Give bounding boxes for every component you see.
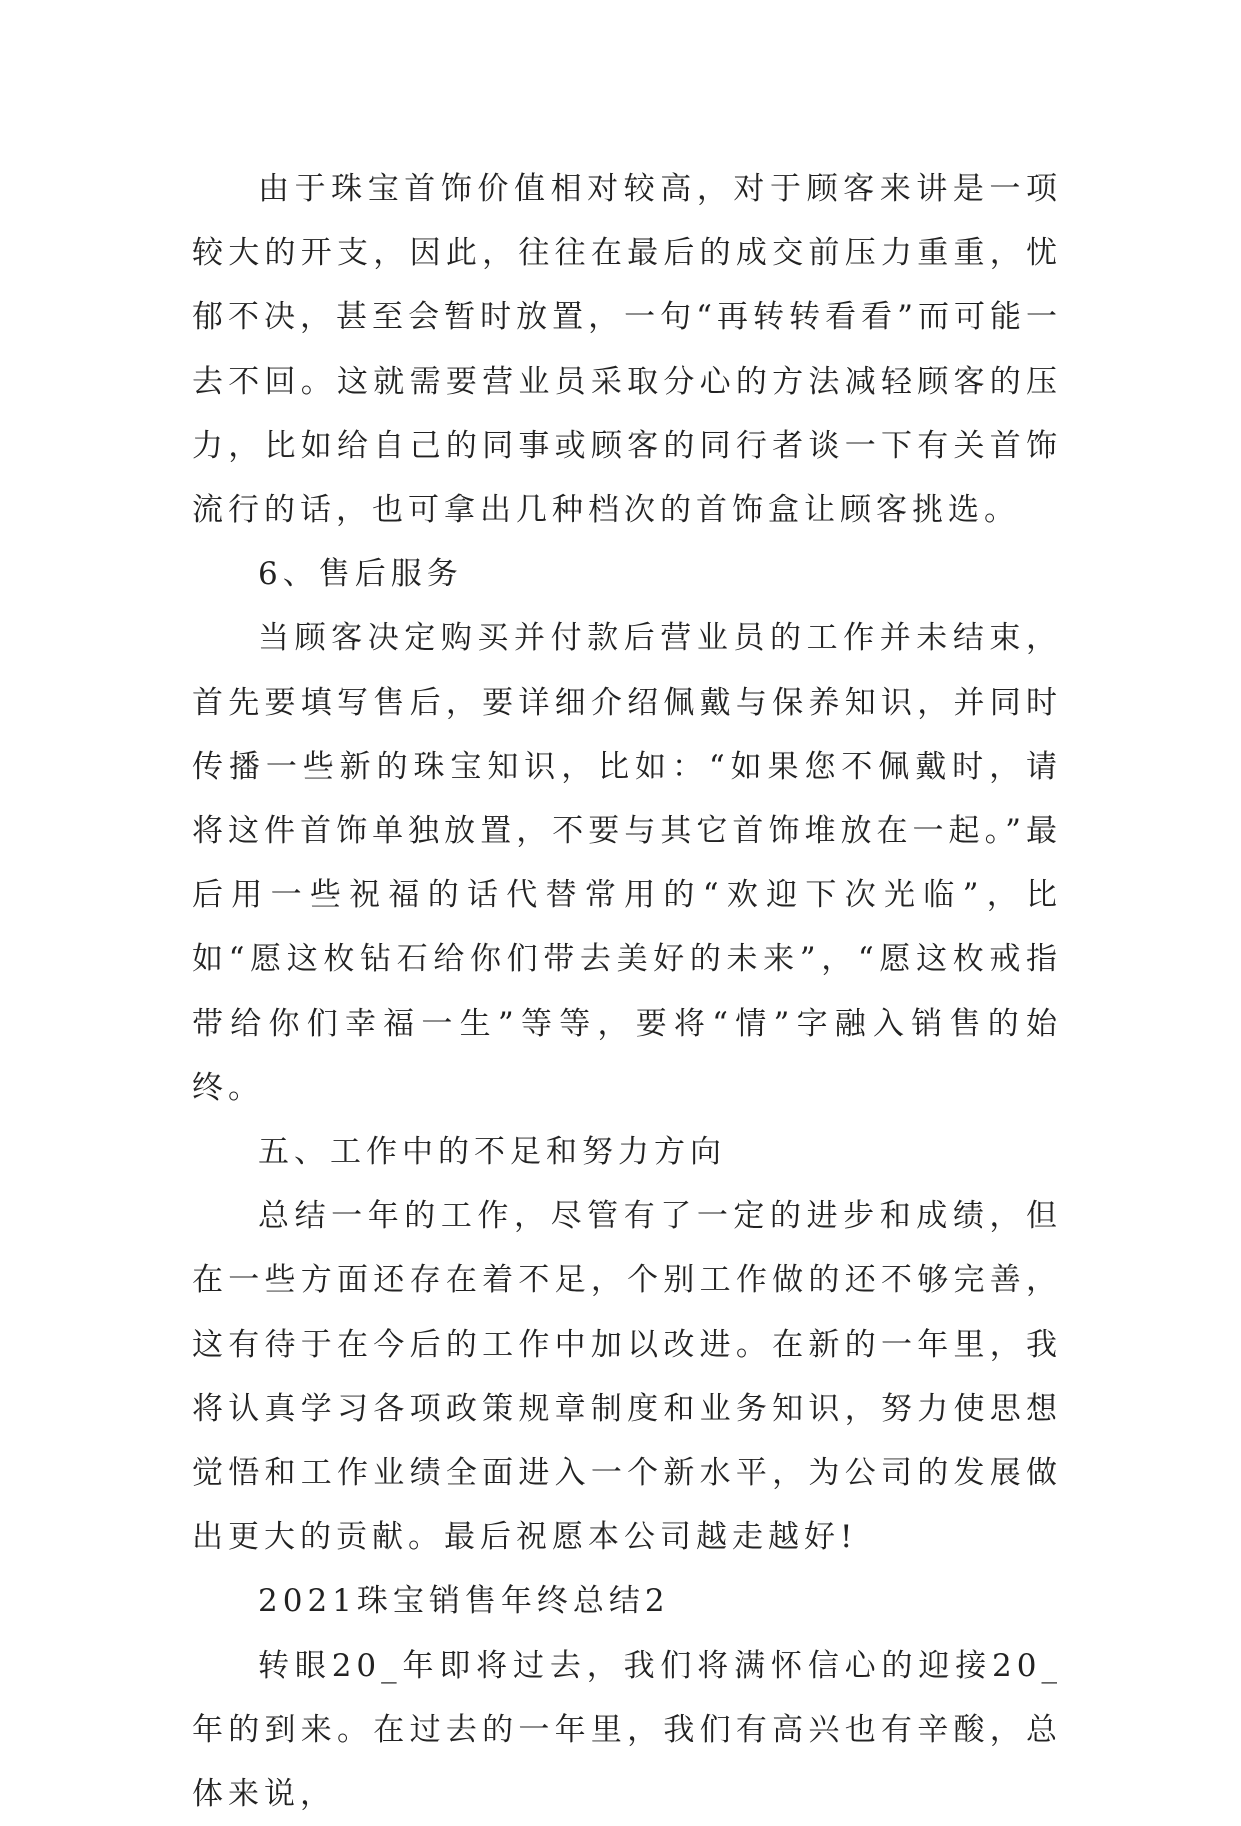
heading-after-sales-service: 6、售后服务 [258, 556, 463, 593]
paragraph-new-year-opening: 转眼20_年即将过去，我们将满怀信心的迎接20_年的到来。在过去的一年里，我们有高兴也有辛酸，总体来说， [192, 1647, 1063, 1813]
heading-shortcomings-and-direction: 五、工作中的不足和努力方向 [258, 1134, 726, 1171]
paragraph-after-sales-details: 当顾客决定购买并付款后营业员的工作并未结束，首先要填写售后，要详细介绍佩戴与保养知识，并同时传播一些新的珠宝知识，比如：“如果您不佩戴时，请将这件首饰单独放置，不要与其它首饰堆放在一起。”最后用一些祝福的话代替常用的“欢迎下次光临”，比如“愿这枚钻石给你们带去美好的未来”，“愿这枚戒指带给你们幸福一生”等等，要将“情”字融入销售的始终。 [192, 620, 1062, 1106]
document-body [192, 157, 1062, 1826]
heading-summary-2: 2021珠宝销售年终总结2 [258, 1583, 670, 1620]
paragraph-decision-pressure: 由于珠宝首饰价值相对较高，对于顾客来讲是一项较大的开支，因此，往往在最后的成交前压力重重，忧郁不决，甚至会暂时放置，一句“再转转看看”而可能一去不回。这就需要营业员采取分心的方法减轻顾客的压力，比如给自己的同事或顾客的同行者谈一下有关首饰流行的话，也可拿出几种档次的首饰盒让顾客挑选。 [192, 171, 1062, 529]
paragraph-year-summary: 总结一年的工作，尽管有了一定的进步和成绩，但在一些方面还存在着不足，个别工作做的还不够完善，这有待于在今后的工作中加以改进。在新的一年里，我将认真学习各项政策规章制度和业务知识，努力使思想觉悟和工作业绩全面进入一个新水平，为公司的发展做出更大的贡献。最后祝愿本公司越走越好! [192, 1198, 1062, 1556]
